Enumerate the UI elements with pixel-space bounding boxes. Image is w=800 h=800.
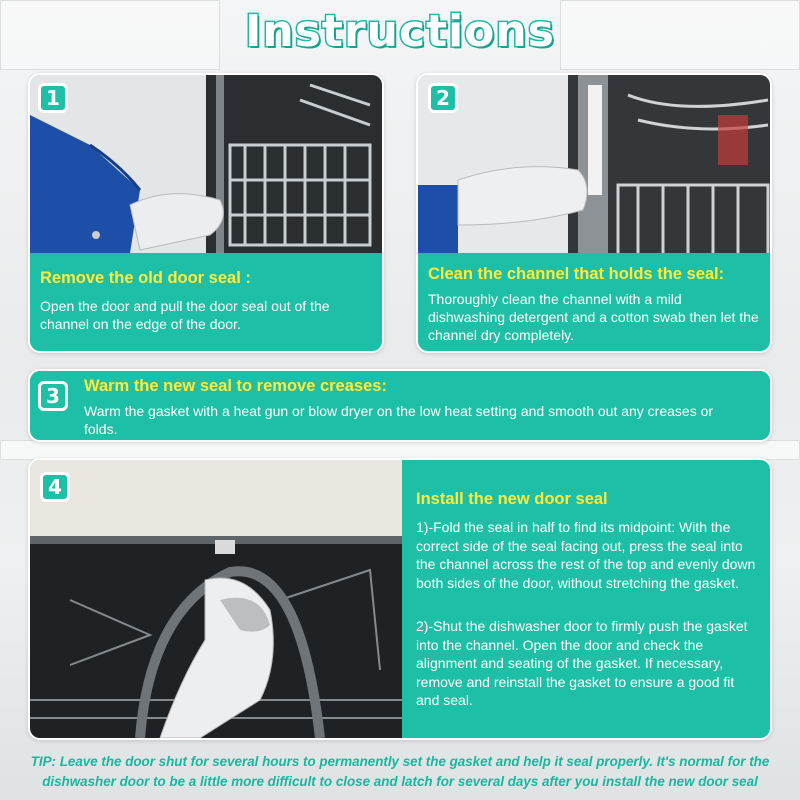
- step-2-card: [416, 73, 772, 353]
- step-2-heading: Clean the channel that holds the seal:: [428, 265, 725, 283]
- page-title: Instructions: [245, 6, 555, 57]
- step-4-paragraph-2: 2)-Shut the dishwasher door to firmly push the gasket into the channel. Open the door and check the alignment and seating of the gasket. If necessary, remove and reinstall the gasket to ensure a good fit and seal.: [416, 618, 748, 709]
- step-2-text: Thoroughly clean the channel with a mild dishwashing detergent and a cotton swab then let the channel dry completely.: [428, 291, 759, 343]
- tip-text: TIP: Leave the door shut for several hours to permanently set the gasket and help it seal properly. It's normal for the dishwasher door to be a little more difficult to close and latch for several days after you install the new door seal: [30, 754, 770, 789]
- step-4-paragraph-1: 1)-Fold the seal in half to find its midpoint: With the correct side of the seal facing out, press the seal into the channel across the rest of the top and evenly down both sides of the door, without stretching the gasket.: [416, 519, 756, 591]
- step-3-heading: Warm the new seal to remove creases:: [84, 377, 387, 395]
- step-3-text: Warm the gasket with a heat gun or blow dryer on the low heat setting and smooth out any creases or folds.: [84, 403, 714, 437]
- step-1-text: Open the door and pull the door seal out of the channel on the edge of the door.: [40, 298, 330, 332]
- step-1-photo: [30, 75, 382, 253]
- step-2-number: 2: [428, 83, 458, 113]
- step-1-heading: Remove the old door seal :: [40, 269, 251, 287]
- step-3-card: [28, 369, 772, 442]
- step-4-heading: Install the new door seal: [416, 490, 608, 508]
- step-1-number: 1: [38, 83, 68, 113]
- step-2-photo: [418, 75, 770, 253]
- step-3-number: 3: [38, 381, 68, 411]
- step-4-card: [28, 458, 772, 740]
- step-1-card: [28, 73, 384, 353]
- background-counter: [0, 440, 800, 460]
- step-4-number: 4: [40, 472, 70, 502]
- step-4-photo: [30, 460, 402, 738]
